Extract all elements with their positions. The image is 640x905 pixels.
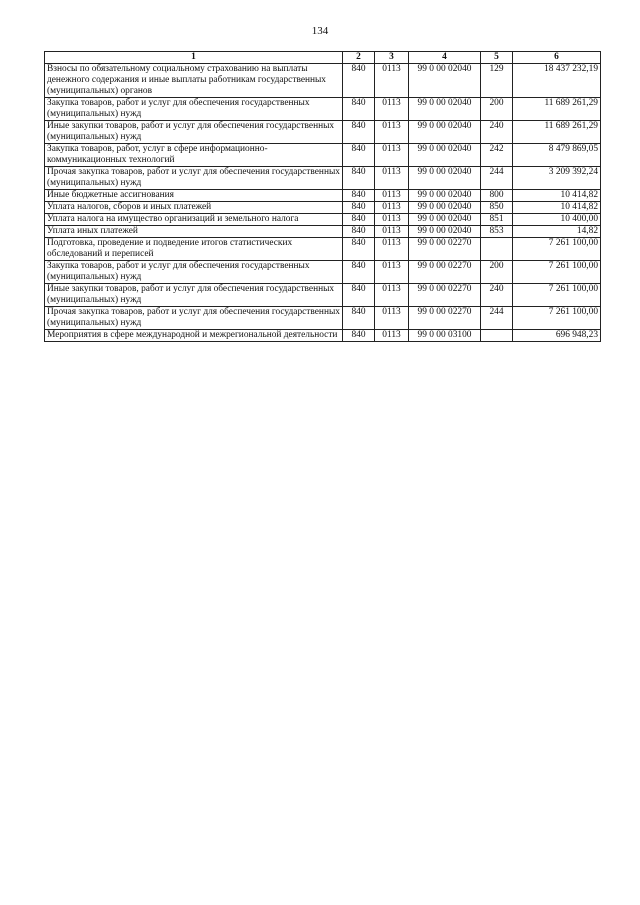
chapter-code-cell: 840 (343, 330, 375, 342)
amount-cell: 3 209 392,24 (513, 167, 601, 190)
target-article-cell: 99 0 00 02040 (409, 98, 481, 121)
target-article-cell: 99 0 00 02040 (409, 64, 481, 98)
table-body (45, 64, 601, 342)
expense-type-cell: 800 (481, 190, 513, 202)
target-article-cell: 99 0 00 03100 (409, 330, 481, 342)
amount-cell: 7 261 100,00 (513, 261, 601, 284)
table-row (45, 238, 601, 261)
table-row (45, 190, 601, 202)
row-name-cell: Прочая закупка товаров, работ и услуг для обеспечения государственных (муниципальных) нужд (45, 307, 343, 330)
chapter-code-cell: 840 (343, 121, 375, 144)
row-name-cell: Взносы по обязательному социальному страхованию на выплаты денежного содержания и иные выплаты работникам государственных (муниципальных) органов (45, 64, 343, 98)
target-article-cell: 99 0 00 02040 (409, 202, 481, 214)
target-article-cell: 99 0 00 02040 (409, 226, 481, 238)
expense-type-cell: 242 (481, 144, 513, 167)
target-article-cell: 99 0 00 02270 (409, 284, 481, 307)
row-name-cell: Закупка товаров, работ и услуг для обеспечения государственных (муниципальных) нужд (45, 98, 343, 121)
amount-cell: 7 261 100,00 (513, 284, 601, 307)
amount-cell: 10 400,00 (513, 214, 601, 226)
section-code-cell: 0113 (375, 190, 409, 202)
target-article-cell: 99 0 00 02040 (409, 167, 481, 190)
row-name-cell: Иные закупки товаров, работ и услуг для обеспечения государственных (муниципальных) нужд (45, 284, 343, 307)
section-code-cell: 0113 (375, 202, 409, 214)
table-row (45, 144, 601, 167)
target-article-cell: 99 0 00 02040 (409, 121, 481, 144)
amount-cell: 10 414,82 (513, 190, 601, 202)
amount-cell: 696 948,23 (513, 330, 601, 342)
chapter-code-cell: 840 (343, 307, 375, 330)
row-name-cell: Уплата иных платежей (45, 226, 343, 238)
section-code-cell: 0113 (375, 167, 409, 190)
row-name-cell: Подготовка, проведение и подведение итогов статистических обследований и переписей (45, 238, 343, 261)
chapter-code-cell: 840 (343, 226, 375, 238)
section-code-cell: 0113 (375, 307, 409, 330)
target-article-cell: 99 0 00 02270 (409, 261, 481, 284)
table-row (45, 307, 601, 330)
chapter-code-cell: 840 (343, 144, 375, 167)
chapter-code-cell: 840 (343, 167, 375, 190)
section-code-cell: 0113 (375, 284, 409, 307)
expense-type-cell: 129 (481, 64, 513, 98)
row-name-cell: Прочая закупка товаров, работ и услуг для обеспечения государственных (муниципальных) нужд (45, 167, 343, 190)
chapter-code-cell: 840 (343, 214, 375, 226)
table-row (45, 64, 601, 98)
column-header: 1 (45, 52, 343, 64)
target-article-cell: 99 0 00 02040 (409, 190, 481, 202)
target-article-cell: 99 0 00 02270 (409, 307, 481, 330)
chapter-code-cell: 840 (343, 190, 375, 202)
row-name-cell: Закупка товаров, работ, услуг в сфере информационно-коммуникационных технологий (45, 144, 343, 167)
row-name-cell: Иные бюджетные ассигнования (45, 190, 343, 202)
expense-type-cell: 244 (481, 167, 513, 190)
table-row (45, 167, 601, 190)
amount-cell: 18 437 232,19 (513, 64, 601, 98)
table-row (45, 121, 601, 144)
column-header: 2 (343, 52, 375, 64)
row-name-cell: Уплата налога на имущество организаций и земельного налога (45, 214, 343, 226)
expense-type-cell: 850 (481, 202, 513, 214)
target-article-cell: 99 0 00 02040 (409, 214, 481, 226)
table-row (45, 284, 601, 307)
expense-type-cell: 853 (481, 226, 513, 238)
table-row (45, 261, 601, 284)
section-code-cell: 0113 (375, 144, 409, 167)
target-article-cell: 99 0 00 02040 (409, 144, 481, 167)
section-code-cell: 0113 (375, 226, 409, 238)
chapter-code-cell: 840 (343, 98, 375, 121)
table-row (45, 214, 601, 226)
expense-type-cell: 240 (481, 121, 513, 144)
amount-cell: 7 261 100,00 (513, 238, 601, 261)
column-header: 6 (513, 52, 601, 64)
amount-cell: 14,82 (513, 226, 601, 238)
amount-cell: 11 689 261,29 (513, 98, 601, 121)
section-code-cell: 0113 (375, 98, 409, 121)
expense-type-cell: 851 (481, 214, 513, 226)
amount-cell: 7 261 100,00 (513, 307, 601, 330)
chapter-code-cell: 840 (343, 64, 375, 98)
chapter-code-cell: 840 (343, 284, 375, 307)
section-code-cell: 0113 (375, 64, 409, 98)
row-name-cell: Закупка товаров, работ и услуг для обеспечения государственных (муниципальных) нужд (45, 261, 343, 284)
amount-cell: 11 689 261,29 (513, 121, 601, 144)
budget-table (44, 51, 601, 342)
expense-type-cell: 200 (481, 261, 513, 284)
table-row (45, 330, 601, 342)
table-row (45, 226, 601, 238)
section-code-cell: 0113 (375, 214, 409, 226)
section-code-cell: 0113 (375, 238, 409, 261)
column-header: 4 (409, 52, 481, 64)
expense-type-cell: 240 (481, 284, 513, 307)
column-header: 5 (481, 52, 513, 64)
section-code-cell: 0113 (375, 330, 409, 342)
target-article-cell: 99 0 00 02270 (409, 238, 481, 261)
amount-cell: 10 414,82 (513, 202, 601, 214)
column-header: 3 (375, 52, 409, 64)
section-code-cell: 0113 (375, 121, 409, 144)
row-name-cell: Уплата налогов, сборов и иных платежей (45, 202, 343, 214)
section-code-cell: 0113 (375, 261, 409, 284)
expense-type-cell: 200 (481, 98, 513, 121)
table-row (45, 202, 601, 214)
row-name-cell: Иные закупки товаров, работ и услуг для обеспечения государственных (муниципальных) нужд (45, 121, 343, 144)
chapter-code-cell: 840 (343, 238, 375, 261)
table-row (45, 98, 601, 121)
amount-cell: 8 479 869,05 (513, 144, 601, 167)
row-name-cell: Мероприятия в сфере международной и межрегиональной деятельности (45, 330, 343, 342)
page-number: 134 (311, 25, 329, 37)
chapter-code-cell: 840 (343, 261, 375, 284)
expense-type-cell: 244 (481, 307, 513, 330)
table-header-row (45, 52, 601, 64)
expense-type-cell (481, 238, 513, 261)
expense-type-cell (481, 330, 513, 342)
chapter-code-cell: 840 (343, 202, 375, 214)
